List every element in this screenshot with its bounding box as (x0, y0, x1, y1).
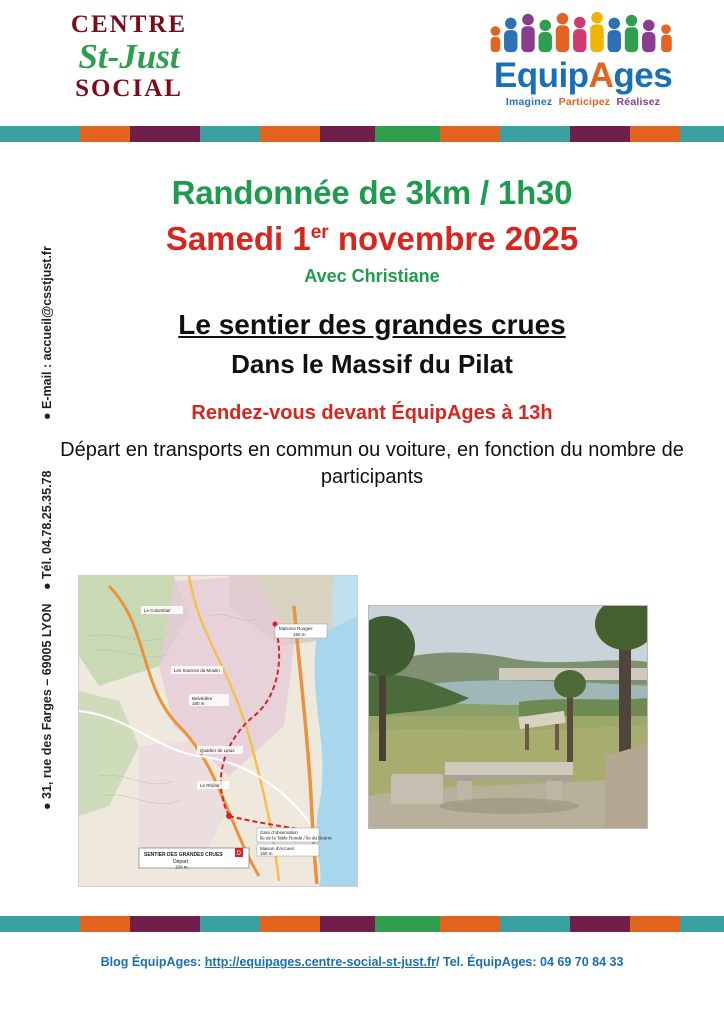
logo-left-line-social: SOCIAL (75, 75, 183, 102)
color-bar-segment (440, 916, 500, 932)
svg-text:Gare d'observation: Gare d'observation (260, 830, 298, 835)
color-bar-segment (80, 916, 130, 932)
svg-text:Départ: Départ (173, 859, 189, 865)
equipages-letters-ges: ges (613, 56, 673, 95)
title-distance-duration: Randonnée de 3km / 1h30 (171, 174, 573, 211)
departure-note: Départ en transports en commun ou voiture, en fonction du nombre de participants (60, 439, 684, 488)
color-bar-segment (680, 916, 724, 932)
title-date (60, 220, 684, 258)
footer-prefix: Blog ÉquipAges: (100, 955, 205, 969)
poster-main-content (60, 150, 684, 491)
sidebar-email: ● E-mail : accueil@csstjust.fr (40, 246, 54, 420)
color-bar-segment (570, 126, 630, 142)
color-bar-segment (260, 916, 320, 932)
color-bar-bottom (0, 916, 724, 932)
trail-location: Dans le Massif du Pilat (231, 349, 513, 379)
photo-graphic (369, 606, 647, 828)
logo-left-line-stjust: St-Just (78, 37, 180, 76)
equipages-wordmark (478, 58, 688, 93)
color-bar-segment (570, 916, 630, 932)
color-bar-segment (500, 916, 570, 932)
logo-left-line-centre: CENTRE (70, 11, 188, 38)
date-suffix: novembre 2025 (328, 220, 579, 257)
trail-name: Le sentier des grandes crues (178, 309, 566, 340)
svg-text:Île de la Table Ronde / Île du: Île de la Table Ronde / Île du Beurre (260, 835, 332, 841)
color-bar-segment (440, 126, 500, 142)
image-row (0, 575, 724, 895)
svg-text:Le Rhône: Le Rhône (200, 783, 220, 788)
svg-text:SENTIER DES GRANDES CRUES: SENTIER DES GRANDES CRUES (144, 852, 223, 858)
svg-text:150 m: 150 m (175, 864, 188, 870)
sidebar-phone: ● Tél. 04.78.25.35.78 (40, 470, 54, 590)
color-bar-segment (630, 126, 680, 142)
color-bar-top (0, 126, 724, 142)
equipages-logo (478, 10, 688, 108)
color-bar-segment (630, 916, 680, 932)
color-bar-segment (500, 126, 570, 142)
people-group-icon (482, 10, 683, 56)
tagline-participez: Participez (558, 96, 611, 108)
color-bar-segment (260, 126, 320, 142)
equipages-letters-quip: quip (516, 56, 589, 95)
svg-text:Maison d'Accueil: Maison d'Accueil (260, 846, 294, 851)
viewpoint-photo (368, 605, 648, 829)
svg-text:150 m: 150 m (293, 632, 306, 637)
date-ordinal-suffix: er (310, 222, 329, 243)
date-prefix: Samedi 1 (165, 220, 311, 257)
color-bar-segment (320, 126, 375, 142)
tagline-realisez: Réalisez (616, 96, 661, 108)
equipages-letter-a: A (588, 56, 614, 95)
sidebar-address: ● 31, rue des Farges – 69005 LYON (40, 603, 54, 810)
color-bar-segment (80, 126, 130, 142)
tagline-imaginez: Imaginez (505, 96, 553, 108)
svg-text:180 m: 180 m (192, 701, 205, 706)
guide-name: Avec Christiane (304, 266, 440, 286)
equipages-letter-e: E (493, 56, 517, 95)
color-bar-segment (0, 916, 80, 932)
svg-text:Maisons Rouges: Maisons Rouges (279, 626, 313, 631)
color-bar-segment (130, 126, 200, 142)
svg-text:150 m: 150 m (260, 851, 273, 856)
footer-suffix: / Tel. ÉquipAges: 04 69 70 84 33 (436, 955, 624, 969)
color-bar-segment (200, 916, 260, 932)
svg-text:Le Colombier: Le Colombier (144, 608, 171, 613)
footer-blog-url[interactable]: http://equipages.centre-social-st-just.fr (204, 955, 437, 969)
color-bar-segment (130, 916, 200, 932)
poster-header (0, 0, 724, 122)
color-bar-segment (680, 126, 724, 142)
meeting-point: Rendez-vous devant ÉquipAges à 13h (191, 402, 553, 424)
color-bar-segment (200, 126, 260, 142)
svg-text:Les Sources du Moulin: Les Sources du Moulin (174, 668, 220, 673)
color-bar-segment (375, 126, 440, 142)
equipages-tagline (478, 96, 688, 108)
svg-text:D: D (236, 851, 241, 857)
color-bar-segment (320, 916, 375, 932)
footer-contact (0, 955, 724, 969)
color-bar-segment (375, 916, 440, 932)
map-graphic (79, 576, 357, 886)
svg-text:Belvédère: Belvédère (192, 696, 213, 701)
centre-social-st-just-logo (34, 12, 224, 101)
trail-map-image (78, 575, 358, 887)
svg-text:Quartier de Lioux: Quartier de Lioux (200, 748, 235, 753)
